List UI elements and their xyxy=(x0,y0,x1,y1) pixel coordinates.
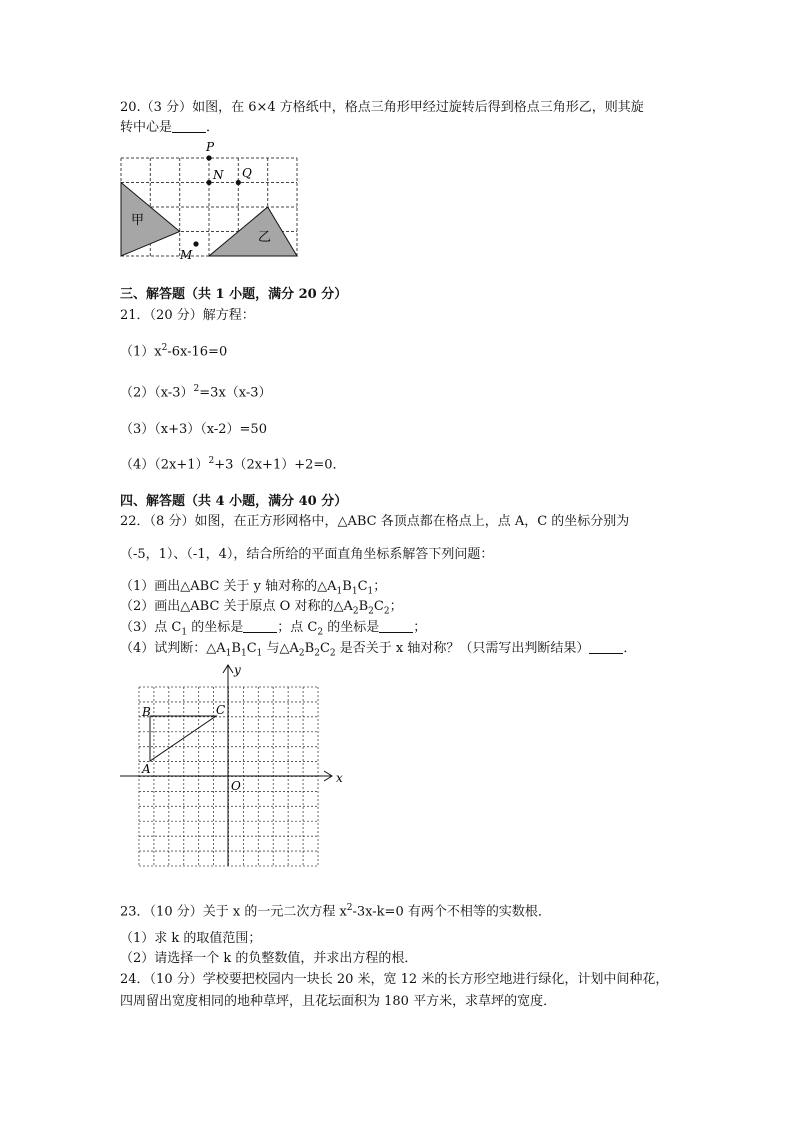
label-jia: 甲 xyxy=(131,213,145,228)
q22-p4-b2: B xyxy=(304,641,315,656)
q21-stem: 21．（20 分）解方程： xyxy=(120,308,255,323)
label-M: M xyxy=(180,248,193,262)
q20-answer-blank xyxy=(172,120,206,133)
q21-item-3-a: （3）（x+3）（x-2）=50 xyxy=(120,422,267,437)
q22-p4-end: ． xyxy=(623,641,637,656)
sub: 1 xyxy=(181,627,188,638)
sub: 2 xyxy=(314,648,320,659)
q22-part3 xyxy=(120,619,426,642)
q22-part2 xyxy=(120,598,403,621)
triangle-abc xyxy=(150,716,216,761)
q22-p4-b: B xyxy=(231,641,241,656)
q22-coordinate-grid xyxy=(110,660,350,872)
q22-p3-mid2: ；点 C xyxy=(277,620,318,635)
q23-stem xyxy=(120,899,551,921)
q21-item-1-b: -6x-16=0 xyxy=(167,344,228,360)
label-P: P xyxy=(206,140,215,154)
q22-c1-blank xyxy=(243,620,277,633)
label-yi: 乙 xyxy=(258,230,272,245)
point-A-label: A xyxy=(142,762,151,776)
q22-p4-post: 是否关于 x 轴对称？（只需写出判断结果） xyxy=(335,641,590,656)
q21-item-4-a: （4）（2x+1） xyxy=(120,457,209,473)
axis-x-label: x xyxy=(336,771,343,785)
q22-p1-end: ； xyxy=(373,579,387,594)
sub: 1 xyxy=(256,648,263,659)
q23-part1: （1）求 k 的取值范围； xyxy=(120,931,262,946)
q22-p2-end: ； xyxy=(389,599,403,614)
q22-p1-c: C xyxy=(357,579,368,594)
q22-p4-mid: 与△A xyxy=(262,641,299,656)
sub: 2 xyxy=(383,606,390,617)
q22-c2-blank xyxy=(379,620,413,633)
q21-item-4-sup: 2 xyxy=(208,456,215,466)
q22-p2-text: （2）画出△ABC 关于原点 O 对称的△A xyxy=(120,599,353,614)
q22-line2: （-5，1）、（-1，4），结合所给的平面直角坐标系解答下列问题： xyxy=(120,547,494,562)
q21-item-2-b: =3x（x-3） xyxy=(199,385,272,401)
q23-stem-b: -3x-k=0 有两个不相等的实数根． xyxy=(352,904,551,920)
q22-p1-b: B xyxy=(342,579,352,594)
sub: 2 xyxy=(317,627,324,638)
sub: 2 xyxy=(368,606,374,617)
q20-line2-text: 转中心是 xyxy=(120,120,173,135)
q22-p3-text: （3）点 C xyxy=(120,620,182,635)
q21-item-4 xyxy=(120,452,346,474)
axis-y-label: y xyxy=(234,663,241,677)
q22-p4-c2: C xyxy=(319,641,330,656)
sub: 1 xyxy=(336,586,343,597)
section3-title: 三、解答题（共 1 小题，满分 20 分） xyxy=(120,287,348,302)
q22-p2-c: C xyxy=(373,599,384,614)
q22-p3-mid1: 的坐标是 xyxy=(187,620,244,635)
sub: 1 xyxy=(225,648,232,659)
sub: 2 xyxy=(298,648,305,659)
q21-item-3 xyxy=(120,421,267,439)
q23-part2: （2）请选择一个 k 的负整数值，并求出方程的根． xyxy=(120,951,418,966)
q23-stem-a: 23．（10 分）关于 x 的一元二次方程 x xyxy=(120,904,347,920)
sub: 2 xyxy=(352,606,359,617)
q22-p2-b: B xyxy=(358,599,369,614)
q21-item-4-b: +3（2x+1）+2=0． xyxy=(214,457,346,473)
q20-line1: 20.（3 分）如图，在 6×4 方格纸中，格点三角形甲经过旋转后得到格点三角形乙，则其旋 xyxy=(120,100,644,115)
label-Q: Q xyxy=(242,166,252,180)
sub: 1 xyxy=(240,648,247,659)
q24-line2: 四周留出宽度相同的地种草坪，且花坛面积为 180 平方米，求草坪的宽度． xyxy=(120,994,557,1009)
q21-item-1-sup: 2 xyxy=(161,343,168,353)
point-B-label: B xyxy=(142,705,151,719)
point-C-label: C xyxy=(216,703,226,717)
q21-item-2 xyxy=(120,380,272,402)
q22-p4-blank xyxy=(589,641,623,654)
q22-p4-text: （4）试判断：△A xyxy=(120,641,226,656)
q20-line2 xyxy=(120,119,219,137)
q22-p4-c: C xyxy=(246,641,257,656)
q22-p3-mid3: 的坐标是 xyxy=(323,620,380,635)
label-N: N xyxy=(213,168,224,182)
q22-p3-end: ； xyxy=(413,620,427,635)
q24-line1: 24．（10 分）学校要把校园内一块长 20 米，宽 12 米的长方形空地进行绿化，计划中间种花， xyxy=(120,972,669,987)
q21-item-1-a: （1）x xyxy=(120,344,162,360)
section4-title: 四、解答题（共 4 小题，满分 40 分） xyxy=(120,494,348,509)
q21-item-2-a: （2）（x-3） xyxy=(120,385,194,401)
sub: 2 xyxy=(329,648,336,659)
q23-stem-sup: 2 xyxy=(346,903,353,913)
q20-line2-end: ． xyxy=(206,120,220,135)
origin-label: O xyxy=(231,779,241,793)
q20-grid-figure xyxy=(110,138,310,262)
q21-item-1 xyxy=(120,339,227,361)
q22-line1: 22．（8 分）如图，在正方形网格中，△ABC 各顶点都在格点上，点 A，C 的坐标分别为 xyxy=(120,514,630,529)
q21-item-2-sup: 2 xyxy=(193,384,200,394)
sub: 1 xyxy=(367,586,374,597)
q22-p1-text: （1）画出△ABC 关于 y 轴对称的△A xyxy=(120,579,337,594)
sub: 1 xyxy=(351,586,358,597)
